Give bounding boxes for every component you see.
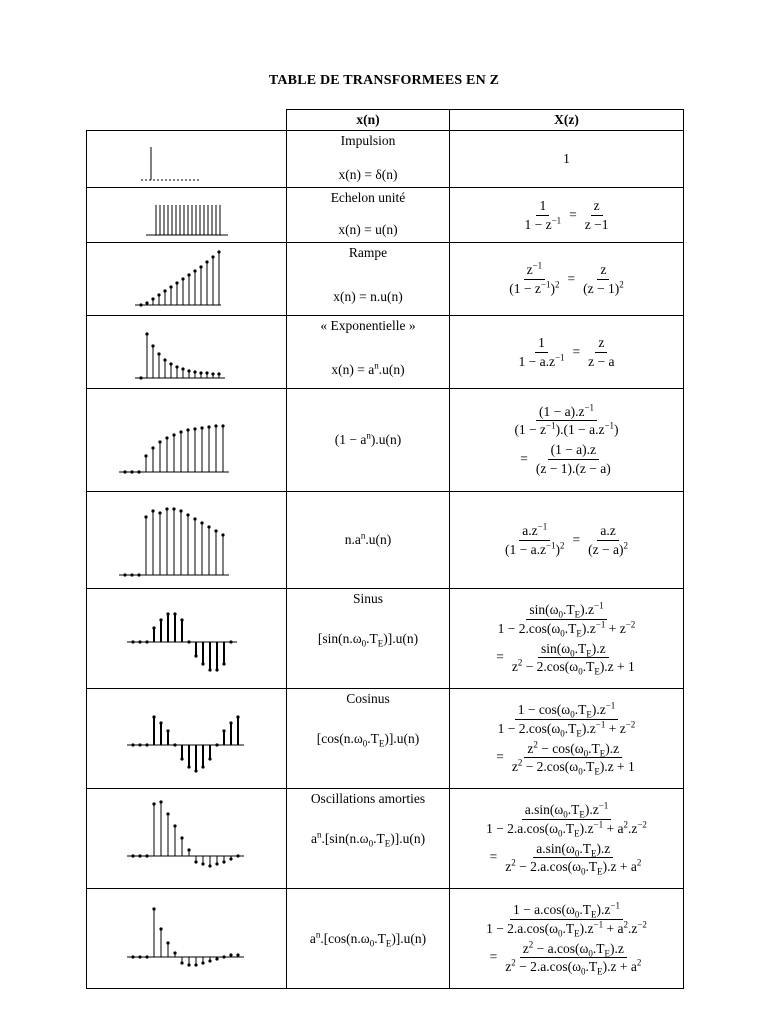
Xz-cell: $\frac{(1 - a).z^{-1}}{(1 - z^{-1}).(1 - a.z^{-1})}$ = $\frac{(1 - a).z}{(z - 1).(z - a)}$ (450, 389, 684, 492)
stem-dot (187, 273, 190, 276)
stem-dot (193, 269, 196, 272)
stem-dot (180, 961, 183, 964)
signal-plot (87, 243, 287, 316)
stem-dot (179, 430, 182, 433)
stem-dot (208, 757, 211, 760)
signal-plot (87, 188, 287, 243)
stem-dot (229, 640, 232, 643)
stem-dot (187, 848, 190, 851)
stem-dot (201, 961, 204, 964)
stem-dot (186, 513, 189, 516)
stem-dot (194, 860, 197, 863)
Xz-cell: $\frac{1 - \cos(\omega_0.T_E).z^{-1}}{1 - 2.\cos(\omega_0.T_E).z^{-1} + z^{-2}}$ = $\frac{z^2 - \cos(\omega_0.T_E).z}{z^2 - 2.\cos(\omega_0.T_E).z + 1}$ (450, 689, 684, 789)
Xz-cell: $\frac{1}{1 - a.z^{-1}}$ = $\frac{z}{z - a}$ (450, 316, 684, 389)
stem-dot (187, 369, 190, 372)
signal-expression: $n.a^n.u(n)$ (344, 530, 392, 547)
stem-dot (221, 533, 224, 536)
stem-dot (180, 836, 183, 839)
stem-dot (208, 668, 211, 671)
stem-dot (159, 618, 162, 621)
stem-dot (151, 446, 154, 449)
stem-dot (165, 507, 168, 510)
table-row (87, 131, 684, 188)
stem-dot (222, 860, 225, 863)
xn-cell (287, 789, 450, 889)
signal-expression: $a^n.[\sin(n.\omega_0.T_E)].u(n)$ (310, 829, 426, 849)
stem-dot (200, 521, 203, 524)
stem-dot (214, 424, 217, 427)
table-row (87, 492, 684, 589)
stem-dot (193, 517, 196, 520)
stem-dot (215, 743, 218, 746)
signal-plot (87, 889, 287, 989)
damped-sine-plot (87, 789, 286, 888)
stem-dot (152, 802, 155, 805)
stem-dot (130, 573, 133, 576)
stem-dot (163, 289, 166, 292)
stem-dot (169, 285, 172, 288)
signal-name: Impulsion (340, 133, 396, 148)
stem-dot (215, 957, 218, 960)
stem-dot (145, 743, 148, 746)
signal-expression: x(n) = n.u(n) (333, 289, 403, 304)
stem-dot (215, 668, 218, 671)
signal-plot (87, 689, 287, 789)
table-row (87, 789, 684, 889)
stem-dot (221, 424, 224, 427)
stem-dot (151, 344, 154, 347)
stem-dot (217, 372, 220, 375)
stem-dot (193, 370, 196, 373)
xn-cell (287, 188, 450, 243)
signal-expression: $[\cos(n.\omega_0.T_E)].u(n)$ (316, 730, 420, 749)
signal-plot (87, 789, 287, 889)
stem-dot (208, 864, 211, 867)
Xz-cell: $\frac{1 - a.\cos(\omega_0.T_E).z^{-1}}{1 - 2.a.\cos(\omega_0.T_E).z^{-1} + a^2.z^{-2}}$ = $\frac{z^2 - a.\cos(\omega_0.T_E).z}{z^2 - 2.a.\cos(\omega_0.T_E).z + a^2}$ (450, 889, 684, 989)
table-row (87, 188, 684, 243)
z-transform-table (86, 109, 684, 989)
stem-dot (180, 618, 183, 621)
stem-dot (217, 250, 220, 253)
xn-cell (287, 589, 450, 689)
Xz-cell: $\frac{1}{1 - z^{-1}}$ = $\frac{z}{z -1}$ (450, 188, 684, 243)
stem-dot (151, 297, 154, 300)
stem-dot (137, 470, 140, 473)
xn-cell (287, 889, 450, 989)
signal-plot (87, 389, 287, 492)
table-row (87, 316, 684, 389)
signal-name: Oscillations amorties (310, 791, 426, 806)
xn-cell (287, 316, 450, 389)
signal-name: Sinus (352, 591, 383, 606)
table-row (87, 589, 684, 689)
stem-dot (152, 626, 155, 629)
stem-dot (199, 371, 202, 374)
stem-dot (138, 854, 141, 857)
stem-dot (187, 963, 190, 966)
stem-dot (222, 662, 225, 665)
stem-dot (159, 800, 162, 803)
stem-dot (211, 372, 214, 375)
stem-dot (236, 953, 239, 956)
stem-dot (200, 426, 203, 429)
stem-dot (172, 433, 175, 436)
stem-dot (199, 265, 202, 268)
stem-dot (201, 862, 204, 865)
header-Xz: X(z) (450, 110, 684, 131)
n-exp-plot (87, 492, 286, 588)
cosine-plot (87, 689, 286, 788)
table-row (87, 389, 684, 492)
stem-dot (157, 293, 160, 296)
stem-dot (166, 612, 169, 615)
stem-dot (175, 281, 178, 284)
stem-dot (166, 941, 169, 944)
stem-dot (130, 470, 133, 473)
Xz-cell: $\frac{\sin(\omega_0.T_E).z^{-1}}{1 - 2.\cos(\omega_0.T_E).z^{-1} + z^{-2}}$ = $\frac{\sin(\omega_0.T_E).z}{z^2 - 2.\cos(\omega_0.T_E).z + 1}$ (450, 589, 684, 689)
stem-dot (145, 301, 148, 304)
stem-dot (187, 640, 190, 643)
stem-dot (214, 529, 217, 532)
stem-dot (229, 953, 232, 956)
stem-dot (186, 428, 189, 431)
signal-name: Echelon unité (330, 190, 406, 205)
stem-dot (166, 812, 169, 815)
stem-dot (173, 951, 176, 954)
stem-dot (145, 955, 148, 958)
signal-plot (87, 316, 287, 389)
stem-dot (229, 857, 232, 860)
stem-dot (229, 721, 232, 724)
stem-dot (144, 515, 147, 518)
stem-dot (205, 371, 208, 374)
signal-expression: $[\sin(n.\omega_0.T_E)].u(n)$ (317, 630, 419, 649)
signal-expression: $(1 - a^n).u(n)$ (334, 430, 402, 447)
stem-dot (215, 862, 218, 865)
impulse-plot (87, 131, 286, 187)
stem-dot (159, 721, 162, 724)
stem-dot (207, 525, 210, 528)
stem-dot (169, 362, 172, 365)
signal-expression: $a^n.[\cos(n.\omega_0.T_E)].u(n)$ (309, 929, 427, 949)
stem-dot (236, 854, 239, 857)
stem-dot (193, 427, 196, 430)
stem-dot (187, 765, 190, 768)
stem-dot (131, 743, 134, 746)
table-row (87, 889, 684, 989)
signal-name: Cosinus (346, 691, 390, 706)
stem-dot (157, 352, 160, 355)
stem-dot (172, 507, 175, 510)
stem-dot (165, 436, 168, 439)
xn-cell (287, 243, 450, 316)
stem-dot (194, 654, 197, 657)
stem-dot (208, 959, 211, 962)
stem-dot (201, 765, 204, 768)
stem-dot (194, 963, 197, 966)
stem-dot (222, 955, 225, 958)
stem-dot (123, 470, 126, 473)
stem-dot (152, 907, 155, 910)
header-row (87, 110, 684, 131)
damped-cosine-plot (87, 889, 286, 988)
Xz-cell: $\frac{a.\sin(\omega_0.T_E).z^{-1}}{1 - 2.a.\cos(\omega_0.T_E).z^{-1} + a^2.z^{-2}}$ = $\frac{a.\sin(\omega_0.T_E).z}{z^2 - 2.a.\cos(\omega_0.T_E).z + a^2}$ (450, 789, 684, 889)
stem-dot (207, 425, 210, 428)
stem-dot (123, 573, 126, 576)
stem-dot (138, 640, 141, 643)
signal-plot (87, 131, 287, 188)
stem-dot (211, 255, 214, 258)
table-row (87, 689, 684, 789)
step-plot (87, 188, 286, 242)
stem-dot (159, 927, 162, 930)
signal-plot (87, 492, 287, 589)
xn-cell (287, 689, 450, 789)
signal-expression: x(n) = u(n) (338, 222, 398, 237)
table-row (87, 243, 684, 316)
stem-dot (175, 365, 178, 368)
Xz-cell: $\frac{a.z^{-1}}{(1 - a.z^{-1})^2}$ = $\frac{a.z}{(z - a)^2}$ (450, 492, 684, 589)
signal-expression: $x(n) = a^n.u(n)$ (331, 360, 405, 377)
signal-plot (87, 589, 287, 689)
xn-cell (287, 492, 450, 589)
stem-dot (181, 367, 184, 370)
stem-dot (144, 454, 147, 457)
signal-name: Rampe (348, 245, 388, 260)
stem-dot (138, 743, 141, 746)
stem-dot (173, 612, 176, 615)
stem-dot (179, 509, 182, 512)
xn-cell (287, 389, 450, 492)
one-minus-exp-plot (87, 389, 286, 491)
stem-dot (194, 769, 197, 772)
stem-dot (180, 757, 183, 760)
signal-expression: x(n) = δ(n) (338, 167, 398, 182)
stem-dot (131, 854, 134, 857)
stem-dot (181, 277, 184, 280)
stem-dot (236, 715, 239, 718)
xn-cell (287, 131, 450, 188)
stem-dot (163, 358, 166, 361)
stem-dot (145, 332, 148, 335)
stem-dot (201, 662, 204, 665)
Xz-cell: $\frac{z^{-1}}{(1 - z^{-1})^2}$ = $\frac{z}{(z - 1)^2}$ (450, 243, 684, 316)
stem-dot (166, 729, 169, 732)
page-title: TABLE DE TRANSFORMEES EN Z (268, 73, 500, 88)
stem-dot (158, 440, 161, 443)
stem-dot (145, 640, 148, 643)
stem-dot (131, 955, 134, 958)
stem-dot (173, 743, 176, 746)
stem-dot (151, 509, 154, 512)
stem-dot (205, 260, 208, 263)
header-xn: x(n) (287, 110, 450, 131)
signal-name: « Exponentielle » (320, 318, 416, 333)
sine-plot (87, 589, 286, 688)
stem-dot (145, 854, 148, 857)
stem-dot (138, 955, 141, 958)
stem-dot (139, 303, 142, 306)
stem-dot (173, 824, 176, 827)
exponential-plot (87, 316, 286, 388)
stem-dot (139, 376, 142, 379)
stem-dot (152, 715, 155, 718)
Xz-cell: 1 (450, 131, 684, 188)
stem-dot (137, 573, 140, 576)
ramp-plot (87, 243, 286, 315)
stem-dot (158, 511, 161, 514)
stem-dot (131, 640, 134, 643)
stem-dot (222, 729, 225, 732)
header-blank (87, 110, 287, 131)
